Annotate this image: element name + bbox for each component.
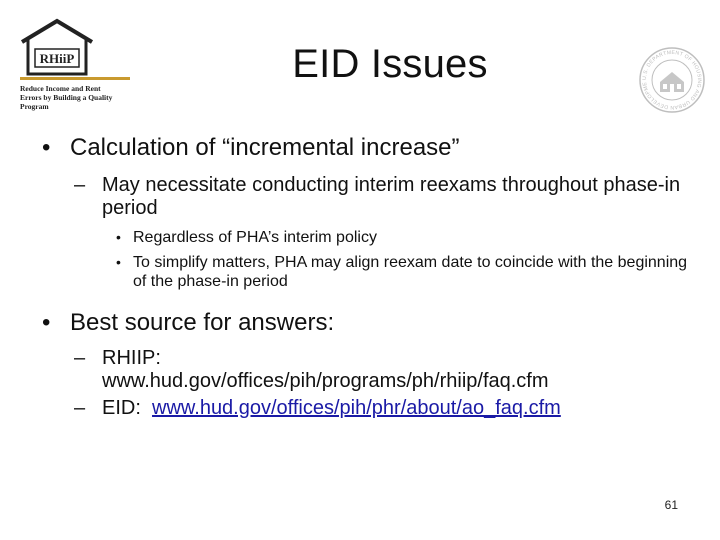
sub-sub-bullet-text: Regardless of PHA’s interim policy (133, 229, 377, 246)
seal-ring-text: U.S. DEPARTMENT OF HOUSING AND URBAN DEVELOPME (641, 49, 703, 111)
page-number: 61 (664, 498, 678, 512)
logo-gold-bar (20, 77, 130, 80)
house-logo-icon (20, 18, 94, 76)
bullet-marker: • (42, 309, 51, 336)
bullet-item (40, 309, 690, 337)
bullet-marker: • (42, 134, 51, 161)
source-label: EID: (102, 397, 141, 419)
tagline-line: Errors by Building a Quality (20, 93, 113, 102)
sub-bullet-text: May necessitate conducting interim reexams throughout phase-in period (102, 174, 681, 219)
logo-brand-text: RHiiP (39, 51, 75, 66)
bullet-marker: • (116, 229, 121, 245)
bullet-item (40, 134, 690, 162)
sub-bullet-item (40, 397, 690, 420)
source-label: RHIIP: (102, 347, 161, 369)
dash-marker: – (74, 347, 86, 369)
rhiip-faq-url: www.hud.gov/offices/pih/programs/ph/rhiip/faq.cfm (102, 370, 549, 392)
rhiip-logo (14, 18, 126, 114)
dash-marker: – (74, 397, 86, 419)
tagline-line: Reduce Income and Rent (20, 84, 101, 93)
hud-seal-icon (638, 46, 706, 114)
slide-body (40, 134, 690, 420)
sub-sub-bullet-item (40, 228, 690, 247)
sub-sub-bullet-item (40, 253, 690, 291)
logo-tagline (20, 84, 132, 111)
sub-sub-bullet-text: To simplify matters, PHA may align reexam date to coincide with the beginning of the phase-in period (133, 254, 688, 290)
dash-marker: – (74, 174, 86, 196)
hud-seal (638, 46, 706, 114)
bullet-text: Best source for answers: (70, 309, 335, 336)
bullet-marker: • (116, 254, 121, 270)
eid-faq-link[interactable]: www.hud.gov/offices/pih/phr/about/ao_faq.cfm (152, 397, 561, 419)
sub-bullet-item (40, 174, 690, 220)
bullet-text: Calculation of “incremental increase” (70, 134, 460, 161)
tagline-line: Program (20, 102, 49, 111)
sub-bullet-item (40, 347, 690, 393)
slide-title: EID Issues (292, 42, 488, 86)
